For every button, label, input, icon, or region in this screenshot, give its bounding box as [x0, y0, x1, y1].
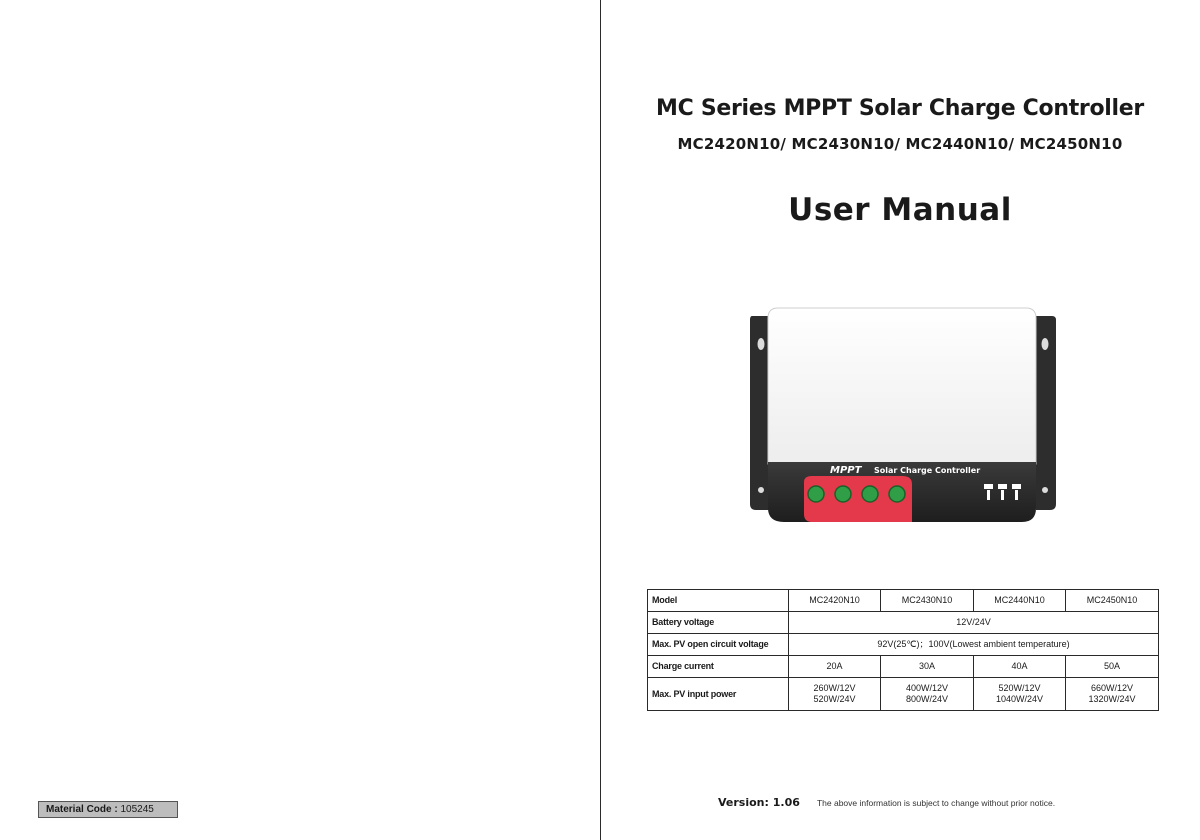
row-label-pv-input-power: Max. PV input power	[648, 678, 789, 711]
document-type-heading: User Manual	[788, 192, 1012, 228]
terminal-screw-4	[889, 486, 905, 502]
model-cell: MC2450N10	[1066, 590, 1159, 612]
terminal-screw-3	[862, 486, 878, 502]
pv-power-24v: 1320W/24V	[1088, 694, 1136, 704]
charge-current-cell: 50A	[1066, 656, 1159, 678]
table-row-model	[648, 590, 1159, 612]
model-list: MC2420N10/ MC2430N10/ MC2440N10/ MC2450N10	[677, 135, 1123, 153]
page-divider	[600, 0, 601, 840]
table-row-pv-open-circuit	[648, 634, 1159, 656]
charge-current-cell: 20A	[789, 656, 881, 678]
pv-power-24v: 800W/24V	[905, 694, 949, 704]
panel-caption: Solar Charge Controller	[874, 466, 981, 475]
pv-input-power-cell	[1066, 678, 1159, 711]
spec-table	[647, 589, 1159, 711]
model-cell: MC2420N10	[789, 590, 881, 612]
mount-hole-top-left	[758, 338, 765, 350]
pv-power-24v: 520W/24V	[813, 694, 856, 704]
pv-power-12v: 520W/12V	[998, 683, 1041, 693]
model-cell: MC2430N10	[881, 590, 974, 612]
table-row-pv-input-power	[648, 678, 1159, 711]
row-label-model: Model	[648, 590, 789, 612]
change-notice: The above information is subject to change without prior notice.	[816, 798, 1056, 808]
material-code-label: Material Code :	[46, 804, 118, 815]
model-cell: MC2440N10	[974, 590, 1066, 612]
mount-hole-bottom-right	[1042, 487, 1048, 493]
material-code-box	[38, 801, 178, 818]
status-indicators	[984, 484, 1021, 500]
row-label-pv-open-circuit: Max. PV open circuit voltage	[648, 634, 789, 656]
cover-footer	[718, 791, 1055, 810]
pv-power-12v: 260W/12V	[813, 683, 856, 693]
row-label-battery-voltage: Battery voltage	[648, 612, 789, 634]
table-row-charge-current	[648, 656, 1159, 678]
mount-hole-top-right	[1042, 338, 1049, 350]
pv-input-power-cell	[974, 678, 1066, 711]
pv-input-power-cell	[789, 678, 881, 711]
row-label-charge-current: Charge current	[648, 656, 789, 678]
charge-current-cell: 40A	[974, 656, 1066, 678]
pv-open-circuit-value: 92V(25℃)；100V(Lowest ambient temperature)	[789, 634, 1159, 656]
pv-input-power-cell	[881, 678, 974, 711]
mount-hole-bottom-left	[758, 487, 764, 493]
controller-cover	[768, 308, 1036, 464]
terminal-screw-2	[835, 486, 851, 502]
pv-power-12v: 660W/12V	[1090, 683, 1134, 693]
charge-current-cell: 30A	[881, 656, 974, 678]
version-label: Version: 1.06	[718, 796, 800, 809]
manual-title: MC Series MPPT Solar Charge Controller	[656, 96, 1144, 121]
table-row-battery-voltage	[648, 612, 1159, 634]
brand-logo: MPPT	[830, 465, 862, 476]
terminal-screw-1	[808, 486, 824, 502]
pv-power-24v: 1040W/24V	[995, 694, 1044, 704]
battery-voltage-value: 12V/24V	[789, 612, 1159, 634]
material-code-value: 105245	[120, 804, 154, 815]
pv-power-12v: 400W/12V	[905, 683, 949, 693]
charge-controller-image	[750, 304, 1056, 528]
